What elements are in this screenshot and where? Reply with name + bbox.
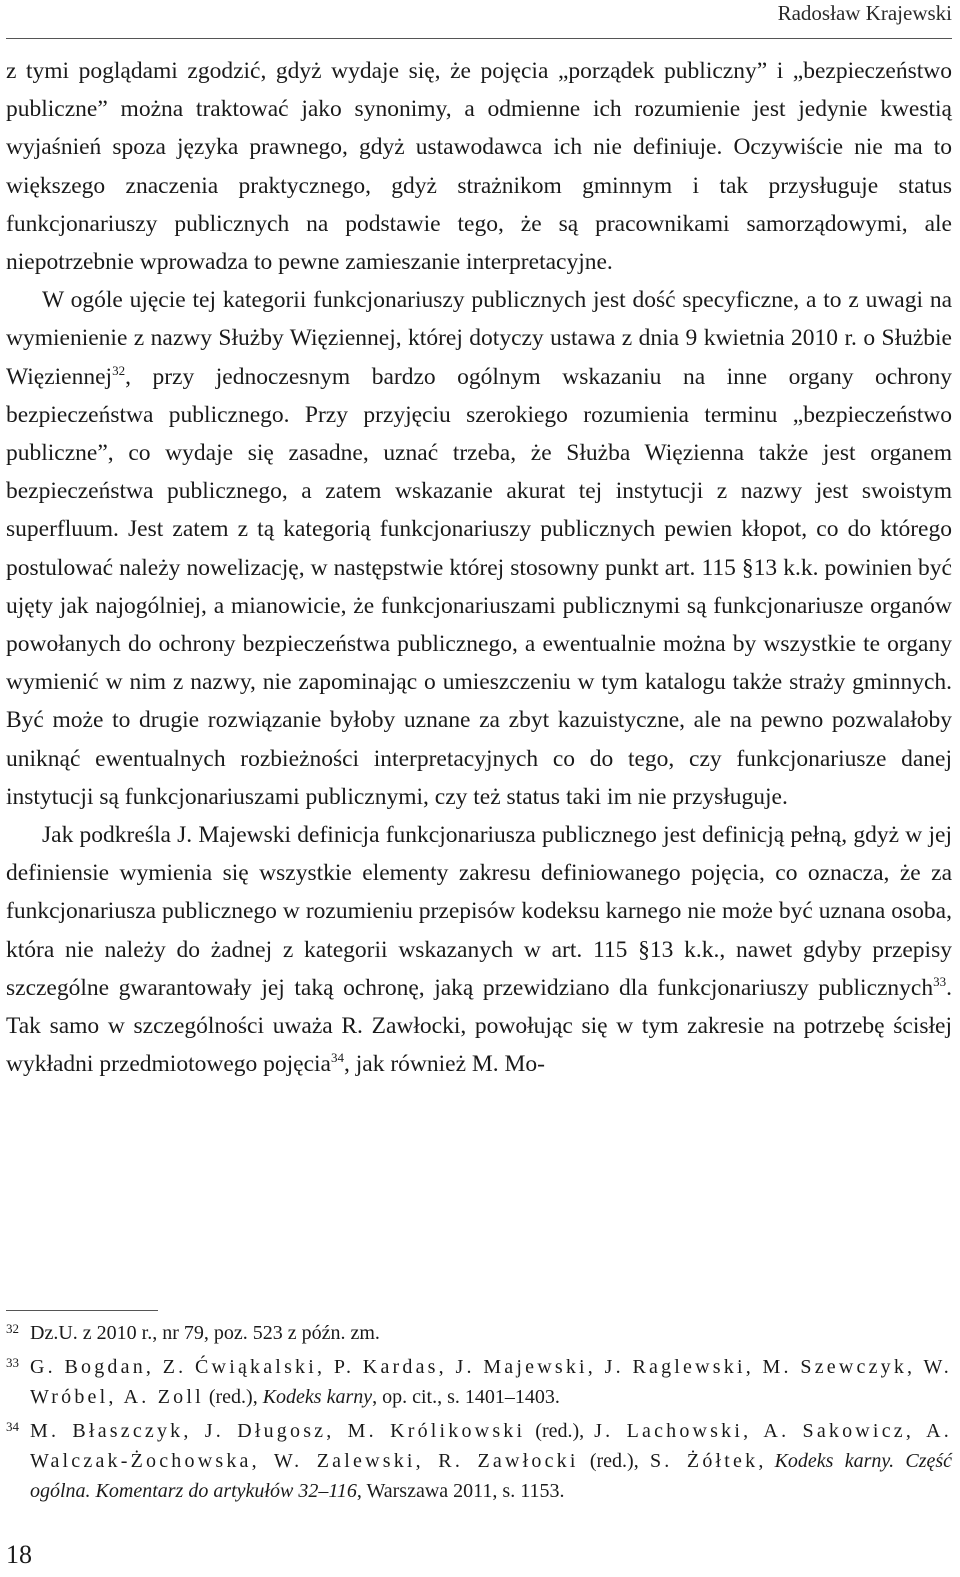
footnote-32 <box>6 1318 952 1348</box>
footnote-34 <box>6 1416 952 1506</box>
footnote-separator: , <box>758 1450 775 1472</box>
footnote-number: 33 <box>6 1355 19 1370</box>
footnote-ref-34[interactable]: 34 <box>330 1050 344 1066</box>
footnote-ed: (red.), <box>525 1420 595 1442</box>
paragraph-3 <box>6 816 952 1083</box>
main-text <box>6 52 952 1083</box>
footnote-authors: G. Bogdan, Z. Ćwiąkalski, P. Kardas, J. Majewski, J. Raglewski, M. Szewczyk, W. Wróbel, A. Zoll <box>30 1356 952 1408</box>
paragraph-2 <box>6 281 952 816</box>
paragraph-2-text-a: W ogóle ujęcie tej kategorii funkcjonariuszy publicznych jest dość specyficzne, a to z uwagi na wymienienie z nazwy Służby Więziennej, której dotyczy ustawa z dnia 9 kwietnia 2010 r. o Służbie Więziennej <box>6 287 952 390</box>
footnote-rest: , op. cit., s. 1401–1403. <box>372 1386 560 1408</box>
footnote-title: Kodeks karny. Część ogólna. Komentarz do artykułów 32–116 <box>30 1450 953 1502</box>
footnote-title: Kodeks karny <box>262 1386 373 1408</box>
header-rule <box>6 38 952 39</box>
page-number: 18 <box>6 1540 32 1569</box>
paragraph-2-text-b: , przy jednoczesnym bardzo ogólnym wskazaniu na inne organy ochrony bezpieczeństwa publicznego. Przy przyjęciu szerokiego rozumienia terminu „bezpieczeństwo publiczne”, co wydaje się zasadne, uznać trzeba, że Służba Więzienna także jest organem bezpieczeństwa publicznego, a zatem wskazanie akurat tej instytucji z nazwy jest swoistym superfluum. Jest zatem z tą kategorią funkcjonariuszy publicznych pewien kłopot, co do którego postulować należy nowelizację, w następstwie której stosowny punkt art. 115 §13 k.k. powinien być ujęty jak najogólniej, a mianowicie, że funkcjonariuszami publicznymi są funkcjonariusze organów powołanych do ochrony bezpieczeństwa publicznego, a ewentualnie można by wszystkie te organy wymienić w nim z nazwy, nie zapominając o umieszczeniu w tym katalogu także straży gminnych. Być może to drugie rozwiązanie byłoby uznane za zbyt kazuistyczne, ale na pewno pozwalałoby uniknąć ewentualnych rozbieżności interpretacyjnych co do tego, czy funkcjonariusze danej instytucji są funkcjonariuszami publicznymi, czy też status taki im nie przysługuje. <box>6 363 952 810</box>
footnote-number: 34 <box>6 1419 19 1434</box>
footnote-rule <box>6 1310 158 1311</box>
footnote-ed: (red.), <box>578 1450 650 1472</box>
paragraph-1: z tymi poglądami zgodzić, gdyż wydaje się, że pojęcia „porządek publiczny” i „bezpieczeństwo publiczne” można traktować jako synonimy, a odmienne ich rozumienie jest jedynie kwestią wyjaśnień spoza języka prawnego, gdyż ustawodawca ich nie definiuje. Oczywiście nie ma to większego znaczenia praktycznego, gdyż strażnikom gminnym i tak przysługuje status funkcjonariuszy publicznych na podstawie tego, że są pracownikami samorządowymi, ale niepotrzebnie wprowadza to pewne zamieszanie interpretacyjne. <box>6 58 952 276</box>
footnotes <box>6 1318 952 1510</box>
running-head: Radosław Krajewski <box>777 1 952 25</box>
footnote-ed: (red.), <box>203 1386 263 1408</box>
footnote-ref-33[interactable]: 33 <box>933 974 947 990</box>
paragraph-3-text-b: . Tak samo w szczególności uważa R. Zawłocki, powołując się w tym zakresie na potrzebę ścisłej wykładni przedmiotowego pojęcia <box>6 974 952 1078</box>
paragraph-3-text-c: , jak również M. Mo- <box>343 1051 545 1078</box>
footnote-authors: J. Lachowski, A. Sakowicz, A. Walczak-Żochowska, W. Zalewski, R. Zawłocki <box>30 1420 952 1472</box>
paragraph-3-text-a: Jak podkreśla J. Majewski definicja funkcjonariusza publicznego jest definicją pełną, gdyż w jej definiensie wymienia się wszystkie elementy zakresu definiowanego pojęcia, co oznacza, że za funkcjonariusza publicznego w rozumieniu przepisów kodeksu karnego nie może być uznana osoba, która nie należy do żadnej z kategorii wskazanych w art. 115 §13 k.k., nawet gdyby przepisy szczególne gwarantowały jej taką ochronę, jaką przewidziano dla funkcjonariuszy publicznych <box>6 822 952 1001</box>
footnote-authors: S. Żółtek <box>649 1450 759 1472</box>
footnote-rest: , Warszawa 2011, s. 1153. <box>356 1480 565 1502</box>
footnote-33 <box>6 1352 952 1412</box>
footnote-number: 32 <box>6 1321 19 1336</box>
footnote-ref-32[interactable]: 32 <box>112 362 126 378</box>
footnote-text: Dz.U. z 2010 r., nr 79, poz. 523 z późn. zm. <box>30 1322 380 1344</box>
footnote-authors: M. Błaszczyk, J. Długosz, M. Królikowski <box>30 1420 526 1442</box>
